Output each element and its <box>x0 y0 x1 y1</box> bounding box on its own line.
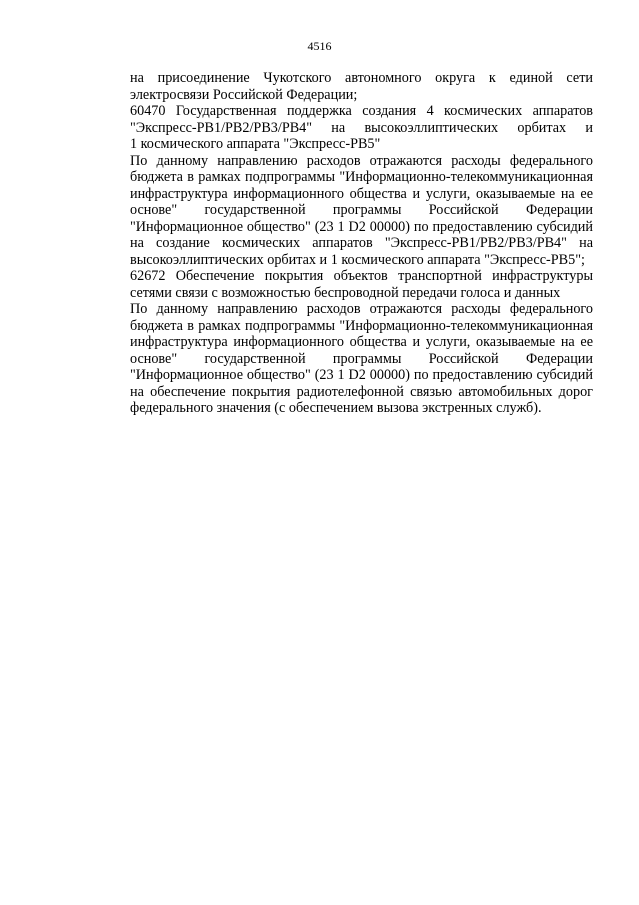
paragraph-60470-heading <box>91 103 593 153</box>
paragraph-62672-heading <box>91 268 593 301</box>
text-line: "Экспресс-РВ1/РВ2/РВ3/РВ4" на высокоэллиптических орбитах и <box>130 119 593 136</box>
text-line: бюджета в рамках подпрограммы "Информационно-телекоммуникационная <box>130 169 593 185</box>
text-line: бюджета в рамках подпрограммы "Информационно-телекоммуникационная <box>130 317 593 334</box>
text-line: 62672 Обеспечение покрытия объектов транспортной инфраструктуры <box>130 268 593 284</box>
text-line: на обеспечение покрытия радиотелефонной связью автомобильных дорог <box>130 383 593 400</box>
text-line: основе" государственной программы Российской Федерации <box>130 202 593 218</box>
text-line: По данному направлению расходов отражаются расходы федерального <box>130 301 593 317</box>
paragraph-chukotka-continuation <box>91 70 593 103</box>
paragraph-62672-description <box>91 301 593 417</box>
text-line: 1 космического аппарата "Экспресс-РВ5" <box>130 136 381 152</box>
page-number: 4516 <box>307 39 332 53</box>
text-line: инфраструктура информационного общества и услуги, оказываемые на ее <box>130 334 593 350</box>
text-line: По данному направлению расходов отражаются расходы федерального <box>130 152 593 169</box>
paragraph-60470-description <box>91 153 593 269</box>
text-line: на присоединение Чукотского автономного округа к единой сети <box>130 70 593 86</box>
text-line: высокоэллиптических орбитах и 1 космического аппарата "Экспресс-РВ5"; <box>130 251 585 268</box>
text-line: инфраструктура информационного общества и услуги, оказываемые на ее <box>130 185 593 202</box>
text-line: федерального значения (с обеспечением вызова экстренных служб). <box>130 400 542 416</box>
text-line: "Информационное общество" (23 1 D2 00000) по предоставлению субсидий <box>130 218 593 235</box>
text-line: 60470 Государственная поддержка создания 4 космических аппаратов <box>130 103 593 119</box>
text-line: сетями связи с возможностью беспроводной передачи голоса и данных <box>130 284 561 301</box>
text-line: электросвязи Российской Федерации; <box>130 86 358 103</box>
document-body <box>91 70 593 417</box>
text-line: на создание космических аппаратов "Экспресс-РВ1/РВ2/РВ3/РВ4" на <box>130 235 593 251</box>
text-line: "Информационное общество" (23 1 D2 00000) по предоставлению субсидий <box>130 367 593 383</box>
text-line: основе" государственной программы Российской Федерации <box>130 350 593 367</box>
